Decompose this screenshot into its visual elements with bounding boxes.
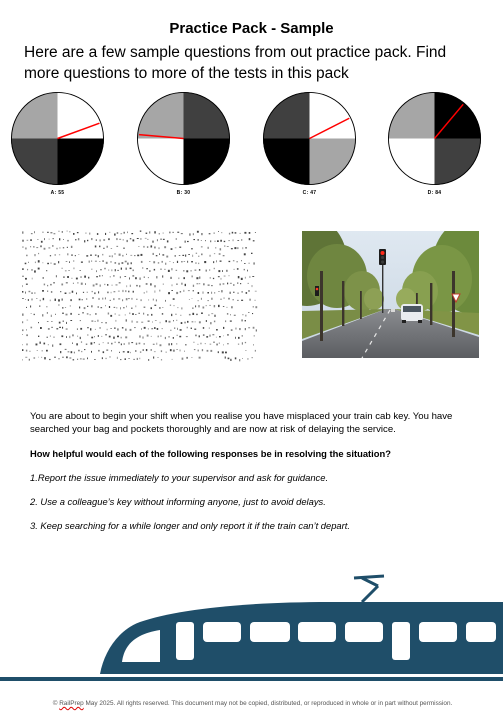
noise-pattern-image [20, 226, 258, 364]
dial-d [388, 92, 481, 185]
copyright-footer [30, 699, 475, 708]
dial-c [263, 92, 356, 185]
train-illustration [0, 570, 503, 685]
question-text: How helpful would each of the following responses be in resolving the situation? [30, 448, 391, 459]
copyright-symbol: © [52, 700, 58, 707]
dial-a-label: A: 55 [50, 190, 65, 196]
page-title: Practice Pack - Sample [169, 20, 334, 37]
response-3: 3. Keep searching for a while longer and only report it if the train can’t depart. [30, 520, 350, 531]
dial-b-label: B: 30 [176, 190, 191, 196]
dial-b [137, 92, 230, 185]
brand-name: RailPrep [59, 700, 84, 707]
copyright-text: May 2025. All rights reserved. This document may not be copied, distributed, or reproduced in whole or in part without permission. [83, 700, 453, 707]
pantograph [354, 576, 384, 602]
intro-text: Here are a few sample questions from out practice pack. Find more questions to more of the tests in this pack [24, 44, 447, 82]
dial-d-label: D: 84 [427, 190, 442, 196]
response-1: 1.Report the issue immediately to your supervisor and ask for guidance. [30, 472, 329, 483]
dial-c-label: C: 47 [302, 190, 317, 196]
response-2: 2. Use a colleague’s key without informing anyone, just to avoid delays. [30, 496, 326, 507]
dial-a [11, 92, 104, 185]
scenario-text: You are about to begin your shift when you realise you have misplaced your train cab key. You have searched your bag and pockets thoroughly and are now at risk of delaying the service. [30, 411, 453, 435]
road-photo [302, 231, 479, 358]
